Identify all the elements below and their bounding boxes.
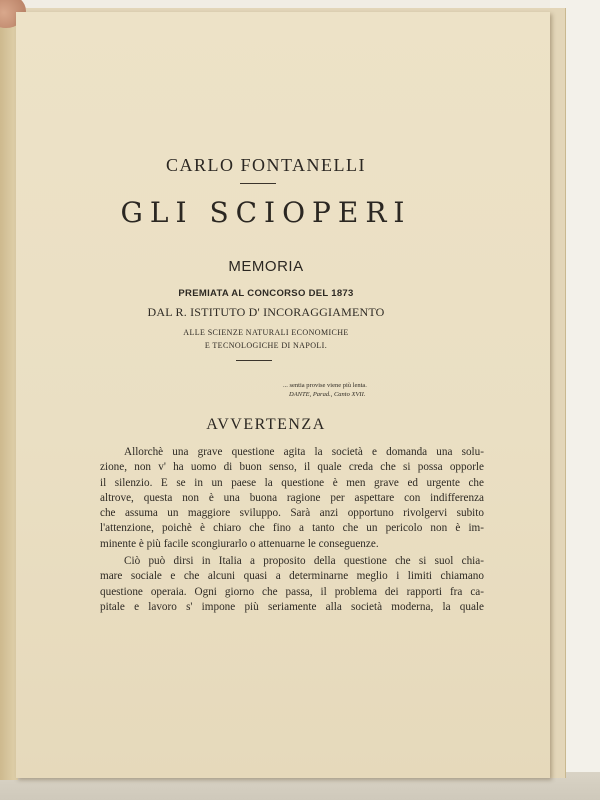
divider-rule	[236, 360, 272, 361]
document-subtitle: MEMORIA	[228, 258, 304, 275]
document-page	[16, 12, 550, 778]
epigraph	[283, 381, 433, 399]
paragraph-2	[100, 554, 484, 615]
institute-detail-1: ALLE SCIENZE NATURALI ECONOMICHE	[183, 328, 349, 337]
divider-rule	[240, 183, 276, 184]
epigraph-quote: ... sentia provise viene più lenta.	[283, 382, 367, 389]
text-line: l'attenzione, poichè è chiaro che fino a tanto che un pericolo non è im-	[100, 522, 484, 535]
text-line: che assuma un maggiore sviluppo. Sarà anzi opportuno rivolgervi subito	[100, 507, 484, 520]
author-name: CARLO FONTANELLI	[165, 155, 367, 175]
text-line: altrove, questa non è una buona ragione per aspettare con indifferenza	[100, 491, 484, 504]
text-line: minente è più facile scongiurarlo o attenuarne le conseguenze.	[100, 537, 379, 550]
body-text	[100, 445, 484, 615]
text-line: Allorchè una grave questione agita la società e domanda una solu-	[124, 446, 484, 458]
text-line: mare sociale e che alcuni quasi a determinarne meglio i limiti chiamano	[100, 570, 484, 583]
document-title: GLI SCIOPERI	[120, 196, 412, 229]
text-line: zione, non v' ha uomo di buon senso, il quale creda che si possa opporle	[100, 461, 484, 474]
section-title: AVVERTENZA	[206, 416, 326, 433]
institute-line: DAL R. ISTITUTO D' INCORAGGIAMENTO	[147, 305, 385, 319]
text-line: il silenzio. E se in un paese la questione è men grave ed urgente che	[100, 476, 484, 489]
epigraph-source: DANTE, Parad., Canto XVII.	[289, 391, 366, 398]
paragraph-1	[100, 445, 484, 552]
text-line: pitale e lavoro s' impone più seriamente alla società moderna, la quale	[100, 600, 484, 613]
text-line: questione operaia. Ogni giorno che passa, il problema dei rapporti fra ca-	[100, 585, 484, 598]
text-line: Ciò può dirsi in Italia a proposito della questione che si suol chia-	[124, 555, 484, 568]
award-line: PREMIATA AL CONCORSO DEL 1873	[178, 288, 354, 299]
institute-detail-2: E TECNOLOGICHE DI NAPOLI.	[204, 341, 328, 350]
